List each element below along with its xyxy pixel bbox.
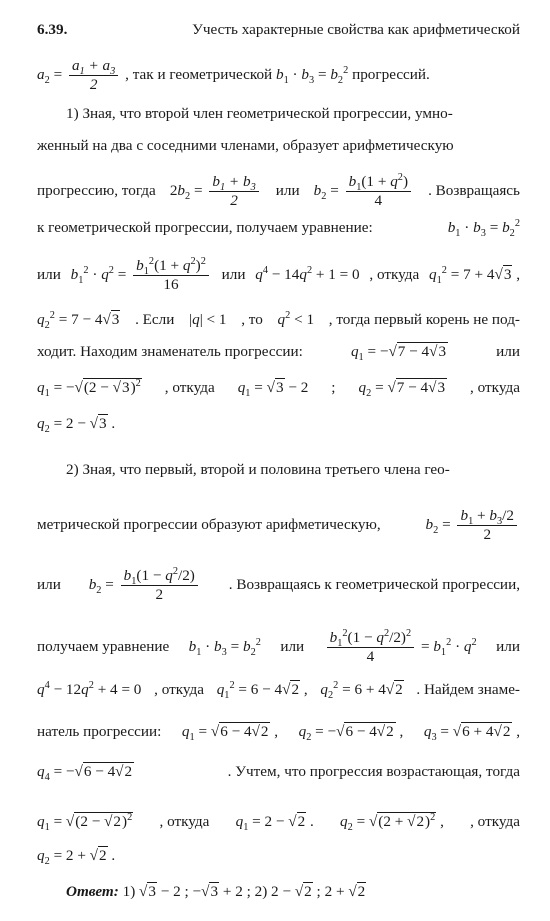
part1-line-8: $q_1 = -√(2 - √3)^2$ , откуда $q_1 = √3 - 2$ ; $q_2 = √7 - 4√3$ , откуда — [37, 377, 520, 400]
problem-line-1 — [37, 20, 520, 40]
part1-line-7: ходит. Находим знаменатель прогрессии: $q_1 = -√7 - 4√3$ или — [37, 343, 520, 364]
problem-line-2: $a_2$ = $\frac{a_1 + a_3}{2}$ , так и геометрической $b_1 \cdot b_3 = b_2^2$ прогрессий. — [37, 57, 430, 93]
part1-line-9: $q_2 = 2 - √3$ . — [37, 415, 116, 436]
part2-line-9: $q_2 = 2 + √2$ . — [37, 847, 116, 868]
part1-line-5: или $b_1^2 \cdot q^2$ = $\frac{b_1^2(1 + q^2)^2}{16}$ или $q^4 - 14q^2 + 1 = 0$ , откуда $q_1^2 = 7 + 4√3$ , — [37, 255, 520, 293]
answer-label: Ответ: — [66, 883, 119, 900]
part1-line-2: женный на два с соседними членами, образует арифметическую — [37, 137, 454, 154]
answer-line: Ответ: 1) √3 − 2 ; −√3 + 2 ; 2) 2 − √2 ; 2 + √2 — [66, 883, 366, 900]
part2-line-4: получаем уравнение $b_1 \cdot b_3 = b_2^2$ или $\frac{b_1^2(1 - q^2/2)^2}{4}$ = $b_1^2 \cdot q^2$ или — [37, 627, 520, 665]
part2-line-7: $q_4 = -√6 - 4√2$ . Учтем, что прогрессия возрастающая, тогда — [37, 763, 520, 784]
part2-line-3: или $b_2$ = $\frac{b_1(1 - q^2/2)}{2}$ . Возвращаясь к геометрической прогрессии, — [37, 565, 520, 603]
part2-line-8: $q_1 = √(2 - √2)^2$ , откуда $q_1 = 2 - √2$ . $q_2 = √(2 + √2)^2$ , , откуда — [37, 811, 520, 834]
problem-text: Учесть характерные свойства как арифметической — [192, 21, 520, 38]
part2-line-2: метрической прогрессии образуют арифметическую, $b_2$ = $\frac{b_1 + b_3/2}{2}$ — [37, 508, 520, 543]
part1-line-3: прогрессию, тогда $2b_2$ = $\frac{b_1 + b_3}{2}$ или $b_2$ = $\frac{b_1(1 + q^2)}{4}$ . Возвращаясь — [37, 171, 520, 209]
part2-line-6: натель прогрессии: $q_1 = √6 - 4√2$ , $q_2 = -√6 - 4√2$ , $q_3 = √6 + 4√2$ , — [37, 723, 520, 744]
part1-line-6: $q_2^2 = 7 - 4√3$ . Если |q| < 1 , то $q^2 < 1$ , тогда первый корень не под- — [37, 309, 520, 332]
problem-number: 6.39. — [37, 21, 68, 38]
part2-line-1: 2) Зная, что первый, второй и половина третьего члена гео- — [66, 461, 450, 478]
part2-line-5: $q^4 - 12q^2 + 4 = 0$ , откуда $q_1^2 = 6 - 4√2$ , $q_2^2 = 6 + 4√2$ . Найдем знаме- — [37, 679, 520, 702]
part1-line-4: к геометрической прогрессии, получаем уравнение: $b_1 \cdot b_3 = b_2^2$ — [37, 217, 520, 240]
part1-line-1: 1) Зная, что второй член геометрической прогрессии, умно- — [66, 105, 453, 122]
